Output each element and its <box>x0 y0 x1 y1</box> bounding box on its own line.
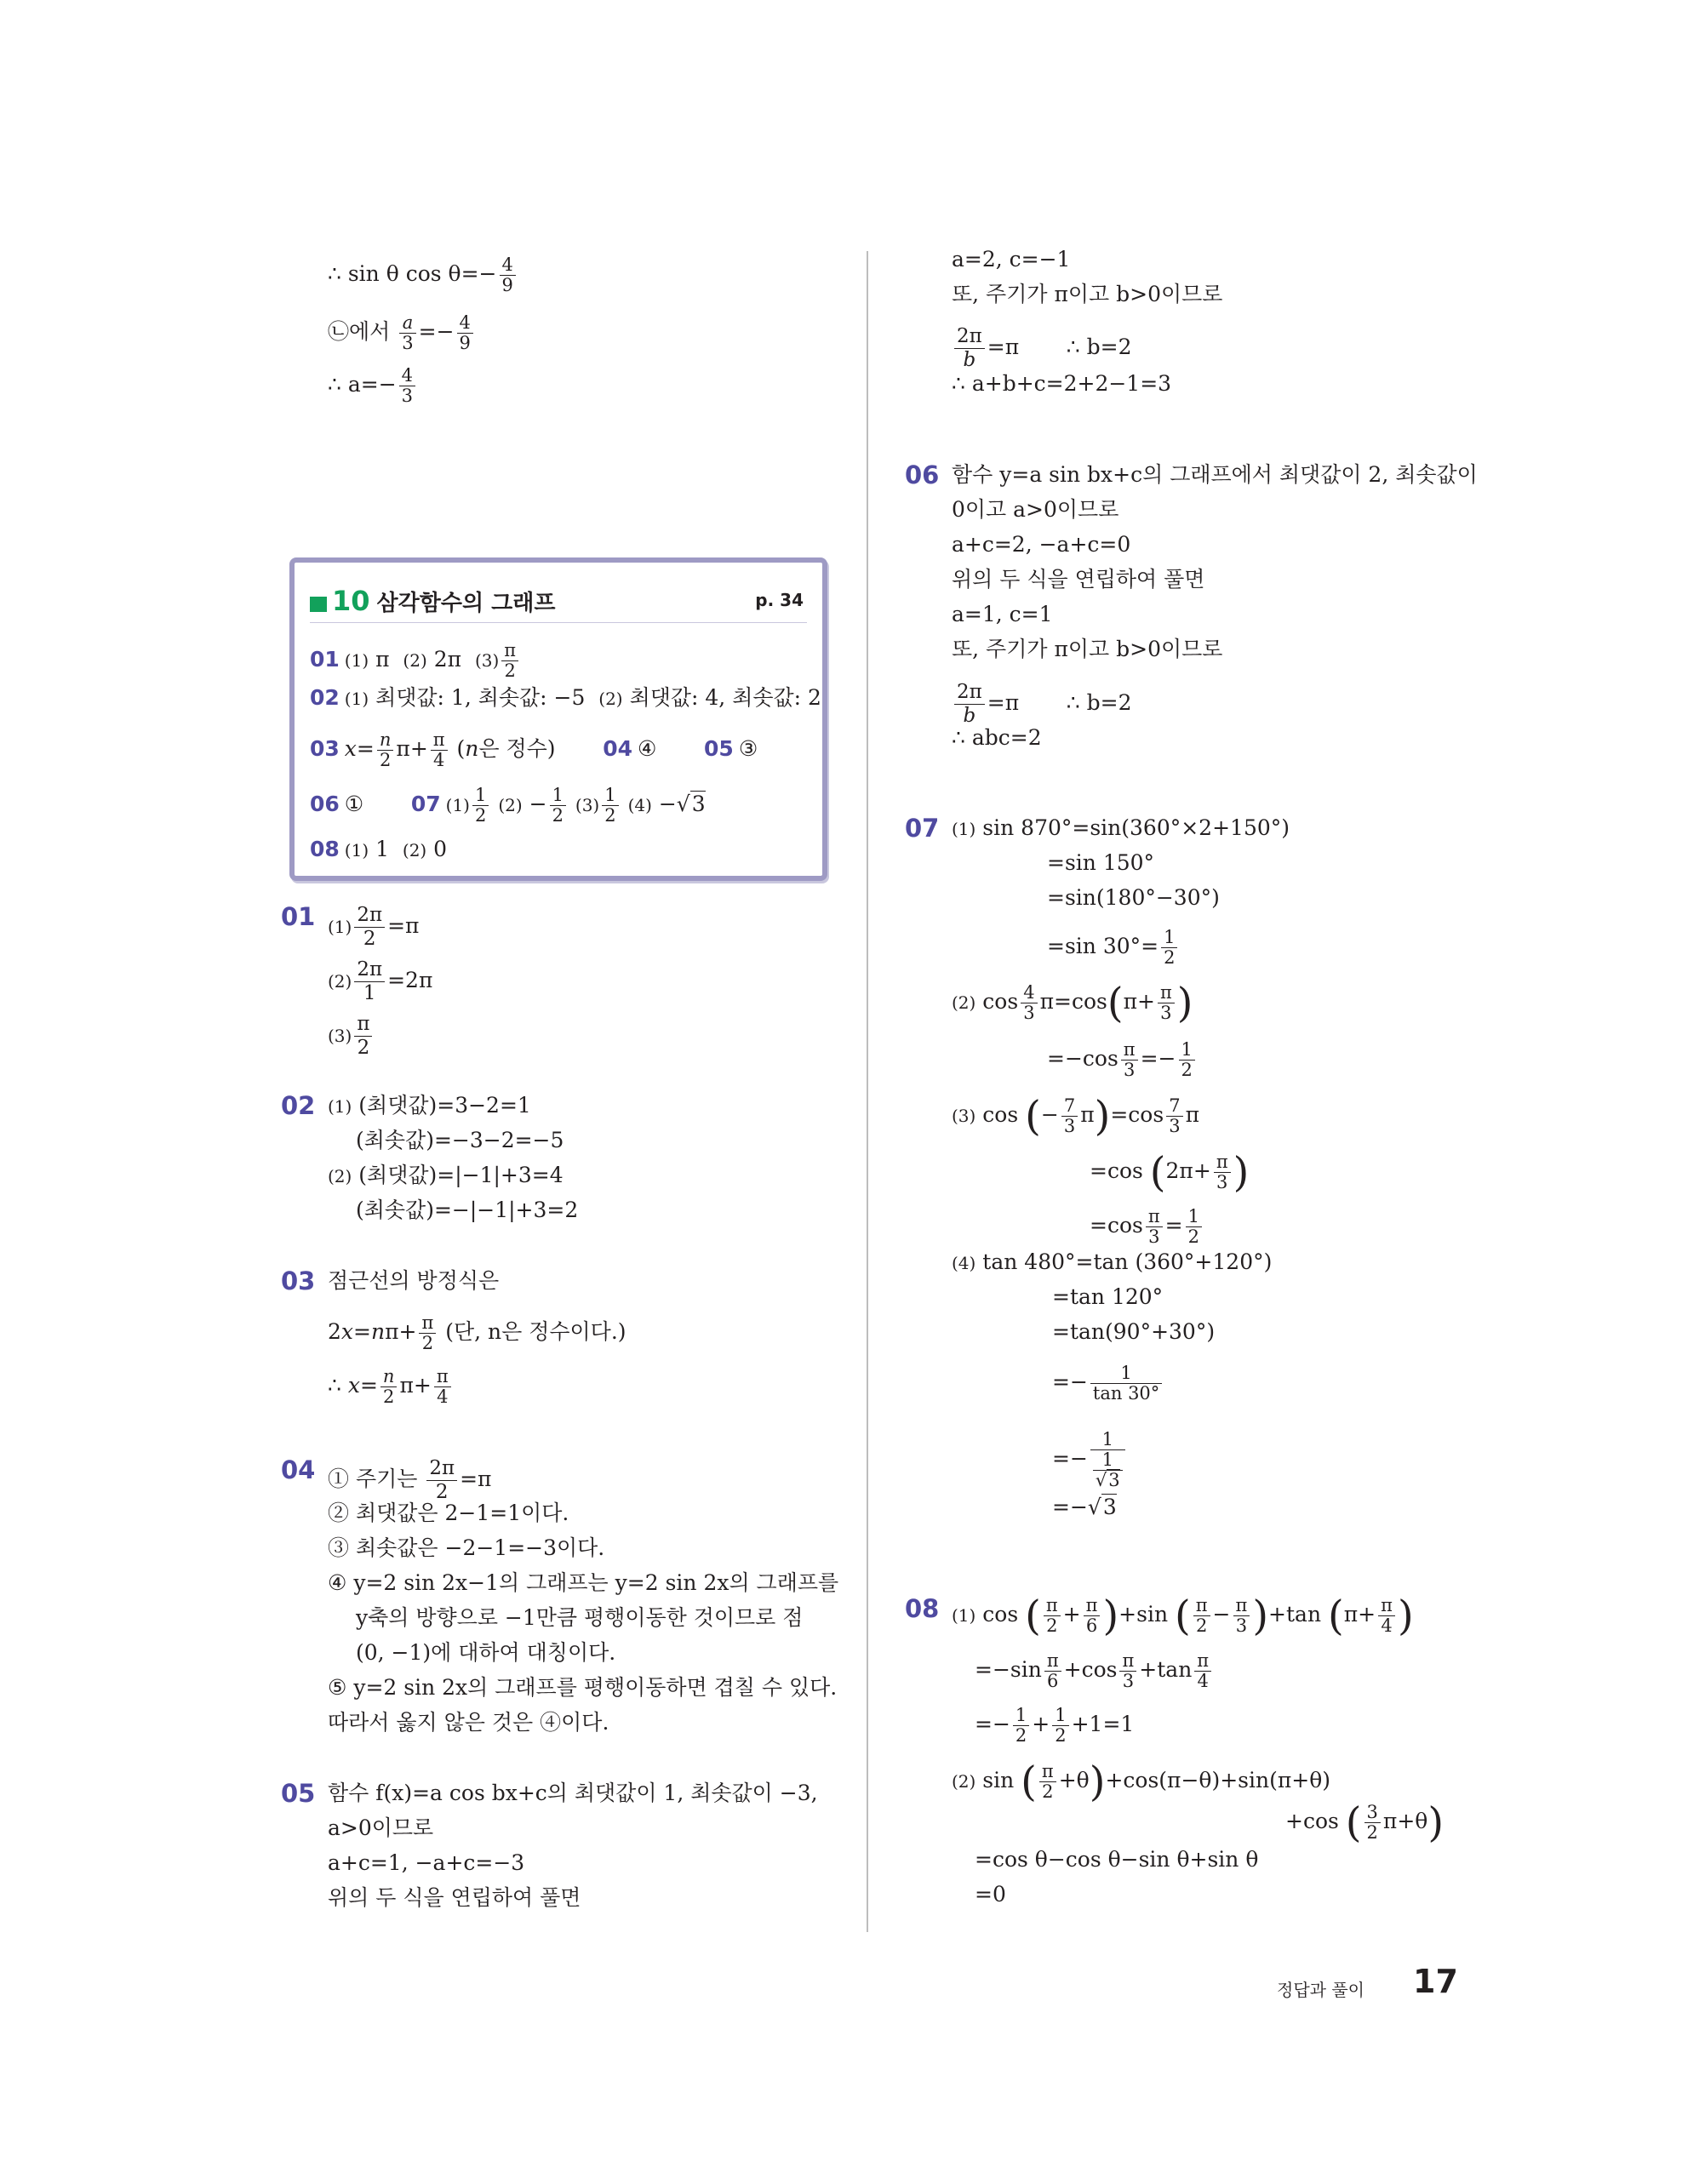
q07-1-line-2: =sin 150° <box>1047 850 1155 875</box>
q02-line-2: (최솟값)=−3−2=−5 <box>356 1128 564 1152</box>
problem-number-01: 01 <box>281 902 316 931</box>
box-divider <box>310 622 807 623</box>
q01-part2: (2) $\frac{2\pi}{1}$ =2π <box>328 958 433 1004</box>
problem-number-05: 05 <box>281 1779 316 1808</box>
q08-2-line-1: (2) sin ( $\frac{\pi}{2}$ +θ)+cos(π−θ)+sin(π+θ) <box>952 1758 1331 1806</box>
q01-part1: (1) $\frac{2\pi}{2}$ =π <box>328 904 420 950</box>
problem-number-06: 06 <box>905 460 940 489</box>
left-top-line-3: ∴ a=− $\frac{4}{3}$ <box>328 366 418 406</box>
q05-line-3: a+c=1, −a+c=−3 <box>328 1850 525 1875</box>
q07-1-line-1: (1) sin 870°=sin(360°×2+150°) <box>952 815 1290 840</box>
q07-1-line-3: =sin(180°−30°) <box>1047 885 1220 910</box>
q08-1-line-3: =− $\frac{1}{2}$ + $\frac{1}{2}$ +1=1 <box>975 1705 1135 1746</box>
q04-line-7: ⑤ y=2 sin 2x의 그래프를 평행이동하면 겹칠 수 있다. <box>328 1675 838 1700</box>
right-top-line-3: $\frac{2\pi}{b}$ =π ∴ b=2 <box>952 325 1131 372</box>
q07-4-line-3: =tan(90°+30°) <box>1052 1319 1216 1344</box>
q06-line-4: 위의 두 식을 연립하여 풀면 <box>952 567 1205 592</box>
column-divider <box>867 251 868 1932</box>
q07-3-line-3: =cos $\frac{\pi}{3}$ = $\frac{1}{2}$ <box>1090 1207 1204 1247</box>
q08-1-line-2: =−sin $\frac{\pi}{6}$ +cos $\frac{\pi}{3}$ +tan $\frac{\pi}{4}$ <box>975 1651 1214 1691</box>
q07-3-line-2: =cos (2π+ $\frac{\pi}{3}$ ) <box>1090 1148 1250 1197</box>
q07-4-line-5: =− $\frac{1}{\frac{1}{√3}}$ <box>1052 1430 1128 1490</box>
left-top-line-1: ∴ sin θ cos θ=− $\frac{4}{9}$ <box>328 255 518 295</box>
right-top-line-1: a=2, c=−1 <box>952 247 1071 272</box>
q02-line-4: (최솟값)=−|−1|+3=2 <box>356 1198 579 1222</box>
q05-line-1: 함수 f(x)=a cos bx+c의 최댓값이 1, 최솟값이 −3, <box>328 1781 818 1805</box>
page-number: 17 <box>1413 1963 1458 2000</box>
q07-4-line-2: =tan 120° <box>1052 1284 1164 1309</box>
q07-2-line-1: (2) cos $\frac{4}{3}$ π=cos(π+ $\frac{\pi}{3}$ ) <box>952 979 1193 1027</box>
q04-line-8: 따라서 옳지 않은 것은 ④이다. <box>328 1710 609 1735</box>
box-row-03: 03 x= $\frac{n}{2}$ π+ $\frac{\pi}{4}$ (n은 정수) 04 ④ 05 ③ <box>310 729 758 770</box>
right-top-line-2: 또, 주기가 π이고 b>0이므로 <box>952 282 1223 306</box>
q03-line-1: 점근선의 방정식은 <box>328 1268 500 1293</box>
q02-line-1: (1) (최댓값)=3−2=1 <box>328 1093 531 1118</box>
problem-number-07: 07 <box>905 814 940 843</box>
footer-label: 정답과 풀이 <box>1277 1980 1364 2000</box>
q08-1-line-1: (1) cos ( $\frac{\pi}{2}$ + $\frac{\pi}{6}$ )+sin ( $\frac{\pi}{2}$ − $\frac{\pi}{3}$ )+tan (π+ $\frac{\pi}{4}$ ) <box>952 1592 1414 1640</box>
answer-summary-box <box>289 557 827 881</box>
q06-line-3: a+c=2, −a+c=0 <box>952 532 1131 557</box>
q03-line-3: ∴ x= $\frac{n}{2}$ π+ $\frac{\pi}{4}$ <box>328 1367 454 1407</box>
box-page-ref: p. 34 <box>755 590 804 610</box>
left-top-line-2: ㉡에서 $\frac{a}{3}$ =− $\frac{4}{9}$ <box>328 313 476 353</box>
q06-line-1: 함수 y=a sin bx+c의 그래프에서 최댓값이 2, 최솟값이 <box>952 462 1478 487</box>
q07-1-line-4: =sin 30°= $\frac{1}{2}$ <box>1047 928 1180 968</box>
q08-2-line-2: +cos ( $\frac{3}{2}$ π+θ) <box>1285 1798 1445 1847</box>
box-row-02: 02 (1) 최댓값: 1, 최솟값: −5 (2) 최댓값: 4, 최솟값: 2 <box>310 685 821 710</box>
q01-part3: (3) $\frac{\pi}{2}$ <box>328 1013 375 1060</box>
q07-2-line-2: =−cos $\frac{\pi}{3}$ =− $\frac{1}{2}$ <box>1047 1040 1198 1080</box>
q06-line-7: $\frac{2\pi}{b}$ =π ∴ b=2 <box>952 681 1131 728</box>
box-title: 10 삼각함수의 그래프 <box>310 585 556 617</box>
q02-line-3: (2) (최댓값)=|−1|+3=4 <box>328 1163 564 1187</box>
q08-2-line-3: =cos θ−cos θ−sin θ+sin θ <box>975 1847 1259 1872</box>
q06-line-8: ∴ abc=2 <box>952 725 1042 750</box>
q04-line-3: ③ 최솟값은 −2−1=−3이다. <box>328 1535 605 1560</box>
problem-number-03: 03 <box>281 1266 316 1295</box>
q08-2-line-4: =0 <box>975 1882 1006 1907</box>
q06-line-6: 또, 주기가 π이고 b>0이므로 <box>952 637 1223 661</box>
box-row-06: 06 ① 07 (1) $\frac{1}{2}$ (2) − $\frac{1}{2}$ (3) $\frac{1}{2}$ (4) −√3 <box>310 785 706 826</box>
q07-3-line-1: (3) cos (− $\frac{7}{3}$ π)=cos $\frac{7}{3}$ π <box>952 1092 1200 1141</box>
q04-line-2: ② 최댓값은 2−1=1이다. <box>328 1501 569 1525</box>
q06-line-2: 0이고 a>0이므로 <box>952 497 1119 522</box>
q07-4-line-6: =−√3 <box>1052 1495 1117 1519</box>
q04-line-5: y축의 방향으로 −1만큼 평행이동한 것이므로 점 <box>356 1605 804 1630</box>
box-row-08: 08 (1) 1 (2) 0 <box>310 837 448 861</box>
problem-number-08: 08 <box>905 1594 940 1623</box>
q04-line-1: ① 주기는 $\frac{2\pi}{2}$ =π <box>328 1457 492 1503</box>
q03-line-2: 2x=nπ+ $\frac{\pi}{2}$ (단, n은 정수이다.) <box>328 1312 626 1353</box>
q07-4-line-4: =− $\frac{1}{\tan 30^\circ}$ <box>1052 1364 1164 1404</box>
q06-line-5: a=1, c=1 <box>952 602 1053 626</box>
q04-line-4: ④ y=2 sin 2x−1의 그래프는 y=2 sin 2x의 그래프를 <box>328 1570 839 1595</box>
q07-4-line-1: (4) tan 480°=tan (360°+120°) <box>952 1249 1273 1274</box>
problem-number-04: 04 <box>281 1455 316 1484</box>
problem-number-02: 02 <box>281 1091 316 1120</box>
section-marker-icon <box>310 597 327 612</box>
q05-line-4: 위의 두 식을 연립하여 풀면 <box>328 1885 581 1910</box>
q05-line-2: a>0이므로 <box>328 1815 434 1840</box>
box-row-01: 01 (1) π (2) 2π (3) $\frac{\pi}{2}$ <box>310 641 521 681</box>
right-top-line-4: ∴ a+b+c=2+2−1=3 <box>952 371 1172 396</box>
q04-line-6: (0, −1)에 대하여 대칭이다. <box>356 1640 616 1665</box>
